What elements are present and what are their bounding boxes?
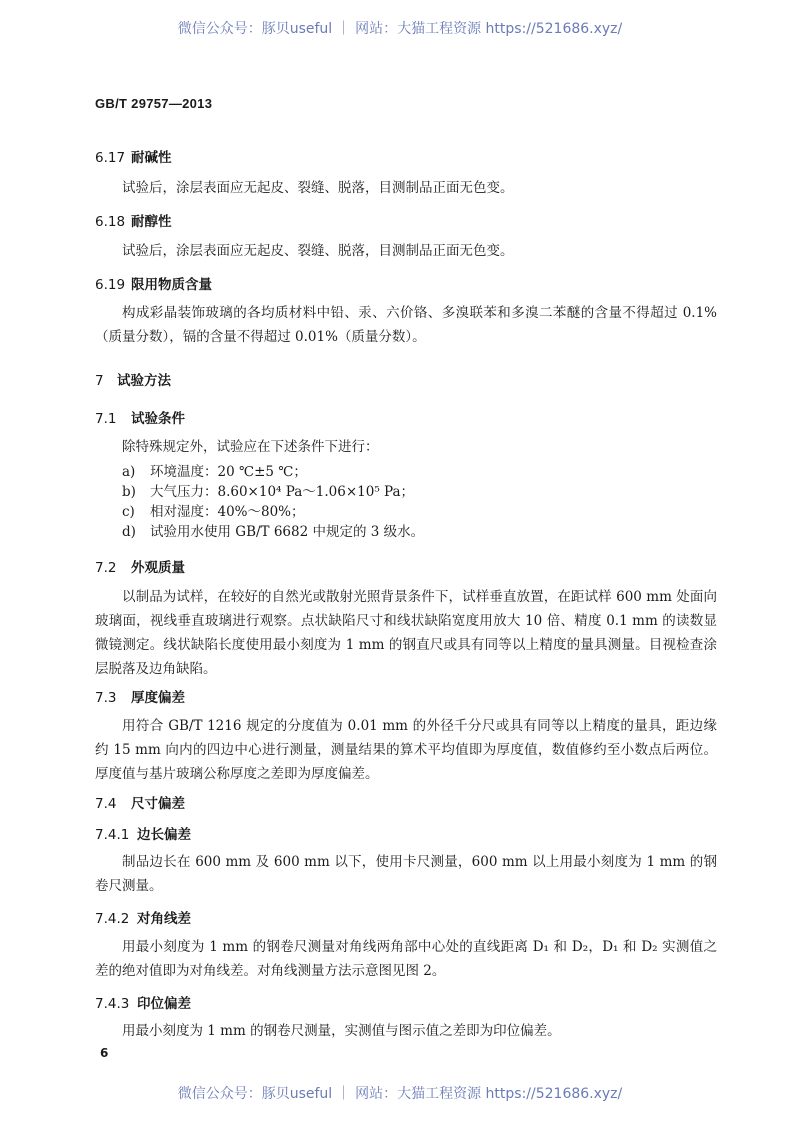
section-title: 边长偏差 [137, 827, 191, 843]
list-item-text: 试验用水使用 GB/T 6682 中规定的 3 级水。 [150, 524, 425, 540]
list-item [122, 462, 307, 482]
section-number: 6.17 [95, 150, 126, 166]
section-number: 7.1 [95, 411, 117, 427]
section-number: 7 [95, 373, 104, 389]
section-heading-7-4-3 [95, 992, 191, 1012]
section-heading-6-19 [95, 273, 212, 293]
section-heading-6-17 [95, 146, 172, 166]
section-body-6-17: 试验后，涂层表面应无起皮、裂缝、脱落，目测制品正面无色变。 [122, 180, 514, 196]
section-number: 6.19 [95, 277, 126, 293]
section-title: 试验方法 [117, 373, 171, 389]
section-number: 7.3 [95, 690, 117, 706]
section-body-7-4-1: 制品边长在 600 mm 及 600 mm 以下，使用卡尺测量，600 mm 以上用最小刻度为 1 mm 的钢卷尺测量。 [95, 854, 717, 894]
list-item-text: 环境温度：20 ℃±5 ℃； [150, 464, 307, 480]
section-number: 7.4 [95, 796, 117, 812]
section-title: 试验条件 [131, 411, 185, 427]
section-heading-7-4 [95, 792, 185, 812]
section-title: 耐醇性 [131, 214, 172, 230]
section-number: 7.2 [95, 560, 117, 576]
section-intro-7-1: 除特殊规定外，试验应在下述条件下进行： [122, 439, 379, 455]
list-item [122, 502, 305, 522]
section-body-6-18: 试验后，涂层表面应无起皮、裂缝、脱落，目测制品正面无色变。 [122, 243, 514, 259]
section-heading-7-4-2 [95, 907, 191, 927]
section-body-7-2: 以制品为试样，在较好的自然光或散射光照背景条件下，试样垂直放置，在距试样 600 mm 处面向玻璃面，视线垂直玻璃进行观察。点状缺陷尺寸和线状缺陷宽度用放大 10 倍、精度 0.1 mm 的读数显微镜测定。线状缺陷长度使用最小刻度为 1 mm 的钢直尺或具有同等以上精度的量具测量。目视检查涂层脱落及边角缺陷。 [95, 589, 717, 677]
section-number: 7.4.1 [95, 827, 130, 843]
section-title: 限用物质含量 [131, 277, 212, 293]
section-heading-7-2 [95, 556, 185, 576]
chapter-heading-7 [95, 369, 171, 389]
list-marker: b) [122, 484, 136, 500]
section-number: 7.4.2 [95, 911, 130, 927]
section-title: 对角线差 [137, 911, 191, 927]
list-marker: c) [122, 504, 135, 520]
section-title: 厚度偏差 [131, 690, 185, 706]
watermark-bottom: 微信公众号：豚贝useful ｜ 网站：大猫工程资源 https://521686.xyz/ [177, 1086, 623, 1102]
section-title: 耐碱性 [131, 150, 172, 166]
list-item-text: 相对湿度：40%～80%； [150, 504, 305, 520]
list-item-text: 大气压力：8.60×10⁴ Pa～1.06×10⁵ Pa； [150, 484, 415, 500]
section-title: 尺寸偏差 [131, 796, 185, 812]
section-heading-7-3 [95, 686, 185, 706]
section-body-6-19: 构成彩晶装饰玻璃的各均质材料中铅、汞、六价铬、多溴联苯和多溴二苯醚的含量不得超过 0.1%（质量分数），镉的含量不得超过 0.01%（质量分数）。 [95, 305, 717, 345]
list-marker: d) [122, 524, 136, 540]
list-item [122, 522, 424, 542]
section-body-7-4-3: 用最小刻度为 1 mm 的钢卷尺测量，实测值与图示值之差即为印位偏差。 [122, 1023, 561, 1039]
section-title: 外观质量 [131, 560, 185, 576]
section-heading-7-4-1 [95, 823, 191, 843]
section-number: 6.18 [95, 214, 126, 230]
section-title: 印位偏差 [137, 996, 191, 1012]
section-heading-7-1 [95, 407, 185, 427]
section-number: 7.4.3 [95, 996, 130, 1012]
watermark-top: 微信公众号：豚贝useful ｜ 网站：大猫工程资源 https://521686.xyz/ [177, 21, 623, 37]
list-item [122, 482, 414, 502]
document-code: GB/T 29757—2013 [95, 96, 213, 111]
list-marker: a) [122, 464, 136, 480]
section-heading-6-18 [95, 210, 172, 230]
section-body-7-4-2: 用最小刻度为 1 mm 的钢卷尺测量对角线两角部中心处的直线距离 D₁ 和 D₂，D₁ 和 D₂ 实测值之差的绝对值即为对角线差。对角线测量方法示意图见图 2。 [95, 939, 717, 979]
section-body-7-3: 用符合 GB/T 1216 规定的分度值为 0.01 mm 的外径千分尺或具有同等以上精度的量具，距边缘约 15 mm 向内的四边中心进行测量，测量结果的算术平均值即为厚度值，数值修约至小数点后两位。厚度值与基片玻璃公称厚度之差即为厚度偏差。 [95, 718, 717, 782]
page-number: 6 [100, 1046, 109, 1060]
